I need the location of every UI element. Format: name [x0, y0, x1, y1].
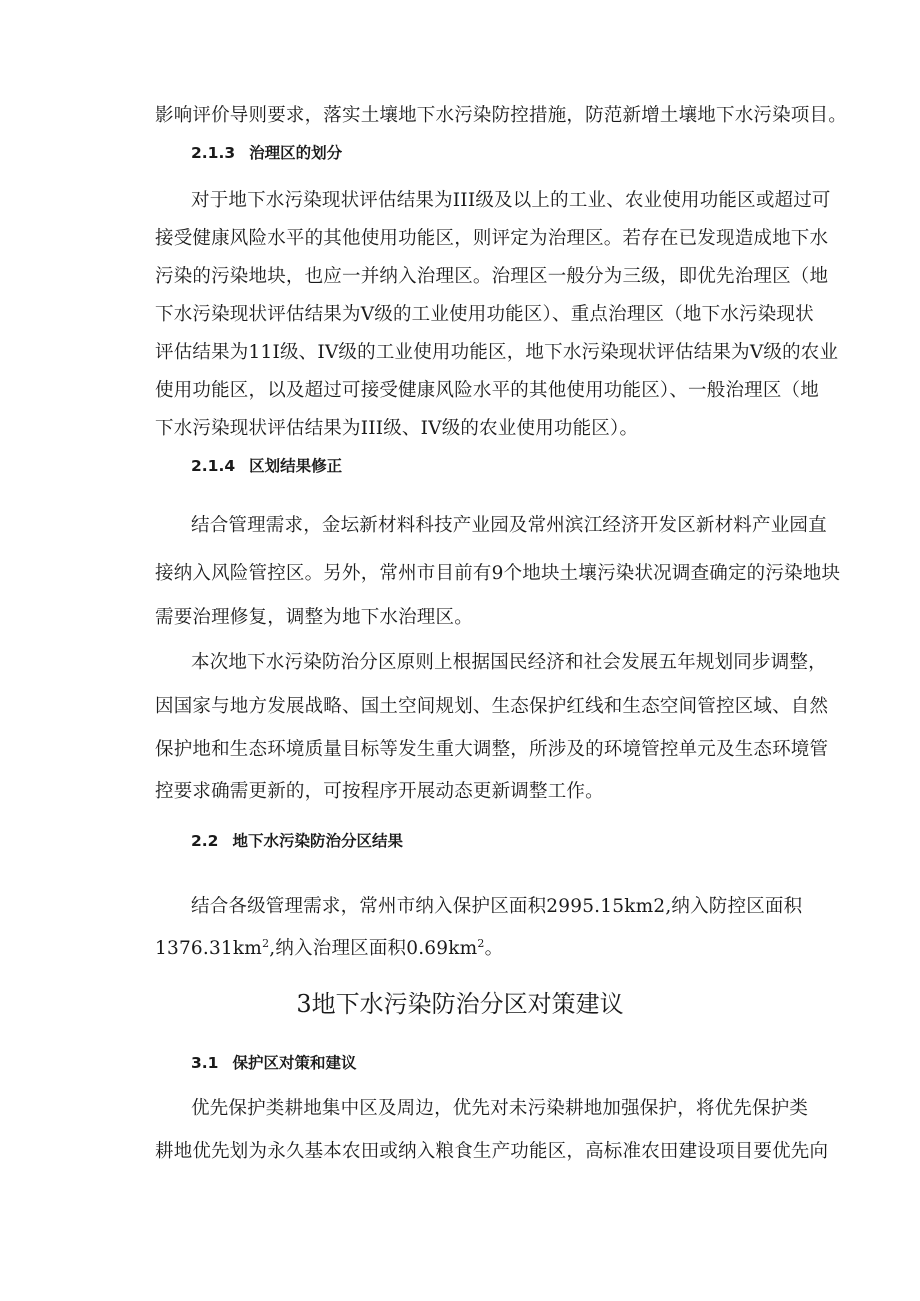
- heading-2-2: [191, 830, 403, 852]
- paragraph-line: 因国家与地方发展战略、国土空间规划、生态保护红线和生态空间管控区域、自然: [155, 696, 829, 717]
- paragraph-line: 使用功能区，以及超过可接受健康风险水平的其他使用功能区）、一般治理区（地: [155, 380, 819, 401]
- paragraph-line: 评估结果为11I级、IV级的工业使用功能区，地下水污染现状评估结果为V级的农业: [155, 342, 839, 363]
- paragraph-line: 结合各级管理需求，常州市纳入保护区面积2995.15km2,纳入防控区面积: [191, 896, 803, 917]
- heading-title: 地下水污染防治分区结果: [232, 832, 403, 850]
- paragraph-line: 接纳入风险管控区。另外，常州市目前有9个地块土壤污染状况调查确定的污染地块: [155, 563, 841, 584]
- heading-2-1-4: [191, 455, 342, 477]
- paragraph-line: 保护地和生态环境质量目标等发生重大调整，所涉及的环境管控单元及生态环境管: [155, 739, 829, 760]
- paragraph-line: 下水污染现状评估结果为V级的工业使用功能区）、重点治理区（地下水污染现状: [155, 304, 814, 325]
- paragraph-line: 优先保护类耕地集中区及周边，优先对未污染耕地加强保护，将优先保护类: [191, 1098, 809, 1119]
- intro-line: 影响评价导则要求，落实土壤地下水污染防控措施，防范新增土壤地下水污染项目。: [155, 105, 847, 126]
- paragraph-line: [155, 937, 785, 961]
- paragraph-line: 对于地下水污染现状评估结果为III级及以上的工业、农业使用功能区或超过可: [191, 190, 831, 211]
- paragraph-line: 污染的污染地块，也应一并纳入治理区。治理区一般分为三级，即优先治理区（地: [155, 266, 829, 287]
- paragraph-line: 结合管理需求，金坛新材料科技产业园及常州滨江经济开发区新材料产业园直: [191, 515, 827, 536]
- paragraph-line: 下水污染现状评估结果为III级、IV级的农业使用功能区）。: [155, 418, 639, 439]
- paragraph-line: 耕地优先划为永久基本农田或纳入粮食生产功能区，高标准农田建设项目要优先向: [155, 1141, 829, 1162]
- paragraph-line: 控要求确需更新的，可按程序开展动态更新调整工作。: [155, 781, 604, 802]
- area-text: ,纳入治理区面积0.69km: [269, 938, 478, 959]
- heading-number: 2.2: [191, 832, 219, 850]
- paragraph-line: 本次地下水污染防治分区原则上根据国民经济和社会发展五年规划同步调整，: [191, 652, 827, 673]
- heading-number: 2.1.4: [191, 457, 236, 475]
- superscript: 2: [477, 936, 485, 950]
- heading-title: 治理区的划分: [249, 144, 343, 162]
- heading-number: 3.1: [191, 1054, 219, 1072]
- paragraph-line: 接受健康风险水平的其他使用功能区，则评定为治理区。若存在已发现造成地下水: [155, 228, 829, 249]
- heading-title: 区划结果修正: [249, 457, 343, 475]
- heading-title: 保护区对策和建议: [232, 1054, 357, 1072]
- punctuation: 。: [484, 938, 504, 959]
- heading-2-1-3: [191, 142, 342, 164]
- heading-number: 2.1.3: [191, 144, 236, 162]
- area-value: 1376.31km: [155, 938, 263, 959]
- chapter-title: 3地下水污染防治分区对策建议: [296, 990, 624, 1018]
- paragraph-line: 需要治理修复，调整为地下水治理区。: [155, 607, 473, 628]
- superscript: 2: [262, 936, 270, 950]
- heading-3-1: [191, 1052, 356, 1074]
